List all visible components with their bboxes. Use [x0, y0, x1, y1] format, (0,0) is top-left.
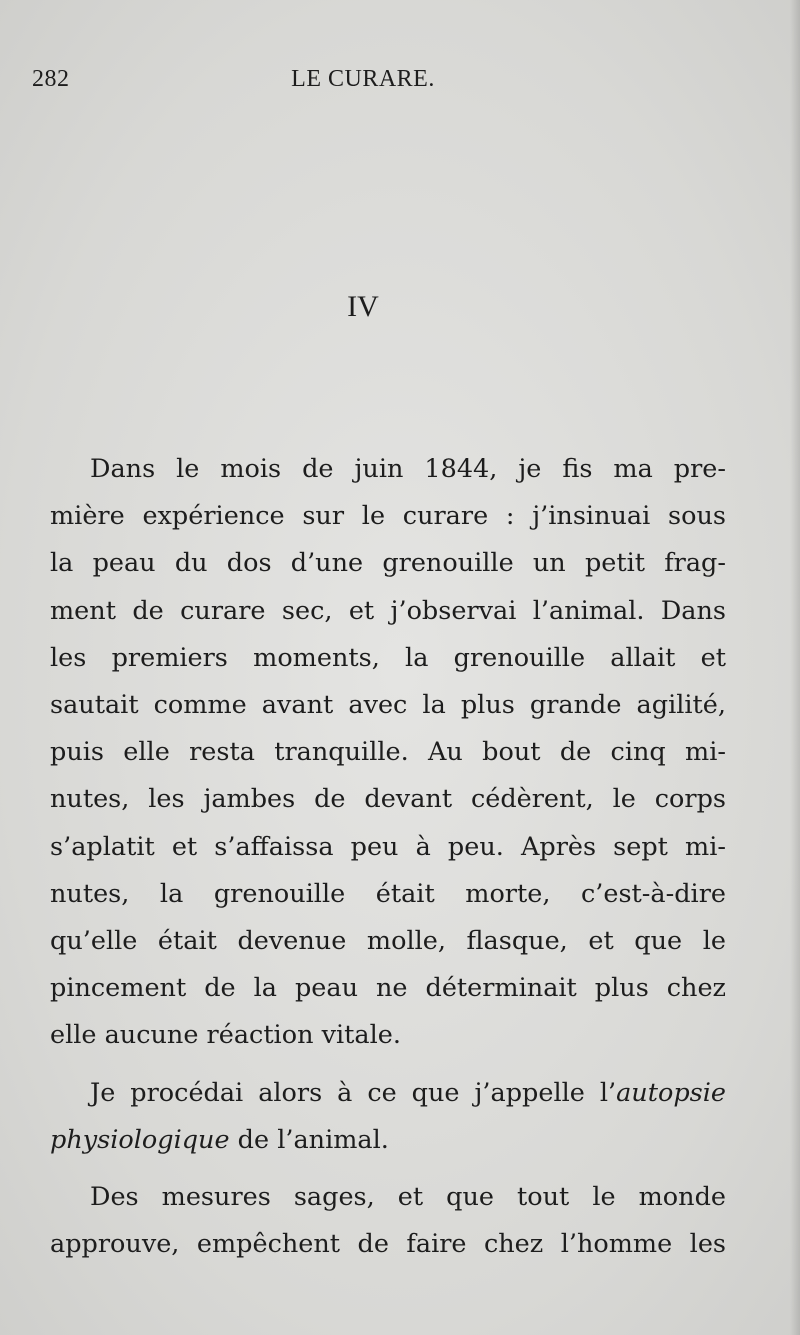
running-title: LE CURARE. — [291, 66, 435, 92]
text-line: nutes, la grenouille était morte, c’est-à-dire — [50, 878, 726, 909]
section-numeral: IV — [347, 290, 379, 323]
text-line: Des mesures sages, et que tout le monde — [90, 1182, 726, 1213]
paragraph-3 — [50, 1174, 726, 1268]
text-run: Je procédai alors à ce que j’appelle l’ — [90, 1077, 617, 1108]
page-number: 282 — [32, 66, 70, 92]
text-line: pincement de la peau ne déterminait plus chez — [50, 973, 726, 1004]
text-line: sautait comme avant avec la plus grande agilité, — [50, 690, 726, 721]
page-edge-shadow — [790, 0, 800, 1335]
text-line: nutes, les jambes de devant cédèrent, le corps — [50, 784, 726, 815]
paragraph-1 — [50, 446, 726, 1060]
text-line: approuve, empêchent de faire chez l’homme les — [50, 1229, 726, 1260]
text-line: la peau du dos d’une grenouille un petit frag- — [50, 548, 726, 579]
text-line: elle aucune réaction vitale. — [50, 1020, 401, 1051]
paragraph-2 — [50, 1070, 726, 1164]
text-line: les premiers moments, la grenouille allait et — [50, 642, 726, 673]
text-line — [50, 1070, 726, 1117]
text-line — [50, 1117, 726, 1164]
text-run: de l’animal. — [229, 1124, 389, 1155]
body-text — [50, 446, 726, 1278]
running-header — [0, 66, 800, 96]
text-line: s’aplatit et s’affaissa peu à peu. Après sept mi- — [50, 831, 726, 862]
text-line: mière expérience sur le curare : j’insinuai sous — [50, 501, 726, 532]
text-line: qu’elle était devenue molle, flasque, et que le — [50, 926, 726, 957]
italic-term: autopsie — [616, 1077, 726, 1108]
text-line: puis elle resta tranquille. Au bout de cinq mi- — [50, 737, 726, 768]
text-line: Dans le mois de juin 1844, je fis ma pre- — [90, 454, 726, 484]
italic-term: physiologique — [50, 1124, 230, 1155]
text-line: ment de curare sec, et j’observai l’animal. Dans — [50, 595, 726, 626]
